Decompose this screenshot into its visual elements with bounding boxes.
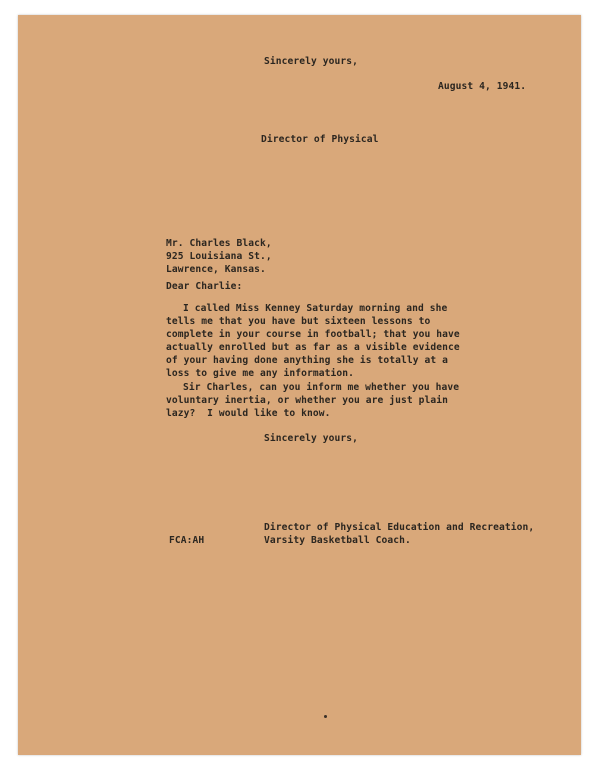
letter-page [18,15,581,755]
paragraph-2-line: Sir Charles, can you inform me whether you have [183,382,460,393]
paragraph-1-line: actually enrolled but as far as a visible evidence [166,342,460,353]
closing: Sincerely yours, [264,433,359,444]
recipient-street: 925 Louisiana St., [166,251,272,262]
paragraph-1-line: of your having done anything she is totally at a [166,355,449,366]
signature-role: Varsity Basketball Coach. [264,535,411,546]
paragraph-1-line: tells me that you have but sixteen lessons to [166,316,431,327]
recipient-name: Mr. Charles Black, [166,238,272,249]
recipient-city: Lawrence, Kansas. [166,264,266,275]
salutation: Dear Charlie: [166,281,243,292]
recipient-address [166,237,272,276]
signature-block [264,521,534,547]
typist-initials: FCA:AH [169,535,205,546]
top-title: Director of Physical [261,134,379,145]
paragraph-1 [166,302,460,380]
letter-date: August 4, 1941. [438,81,527,92]
paragraph-1-line: complete in your course in football; that you have [166,329,460,340]
paragraph-2 [166,381,459,420]
paragraph-1-line: I called Miss Kenney Saturday morning and she [183,303,448,314]
paper-mark [324,715,327,718]
signature-title: Director of Physical Education and Recreation, [264,522,535,533]
top-closing: Sincerely yours, [264,56,359,67]
paragraph-2-line: lazy? I would like to know. [166,408,331,419]
paragraph-1-line: loss to give me any information. [166,368,355,379]
paragraph-2-line: voluntary inertia, or whether you are just plain [166,395,449,406]
